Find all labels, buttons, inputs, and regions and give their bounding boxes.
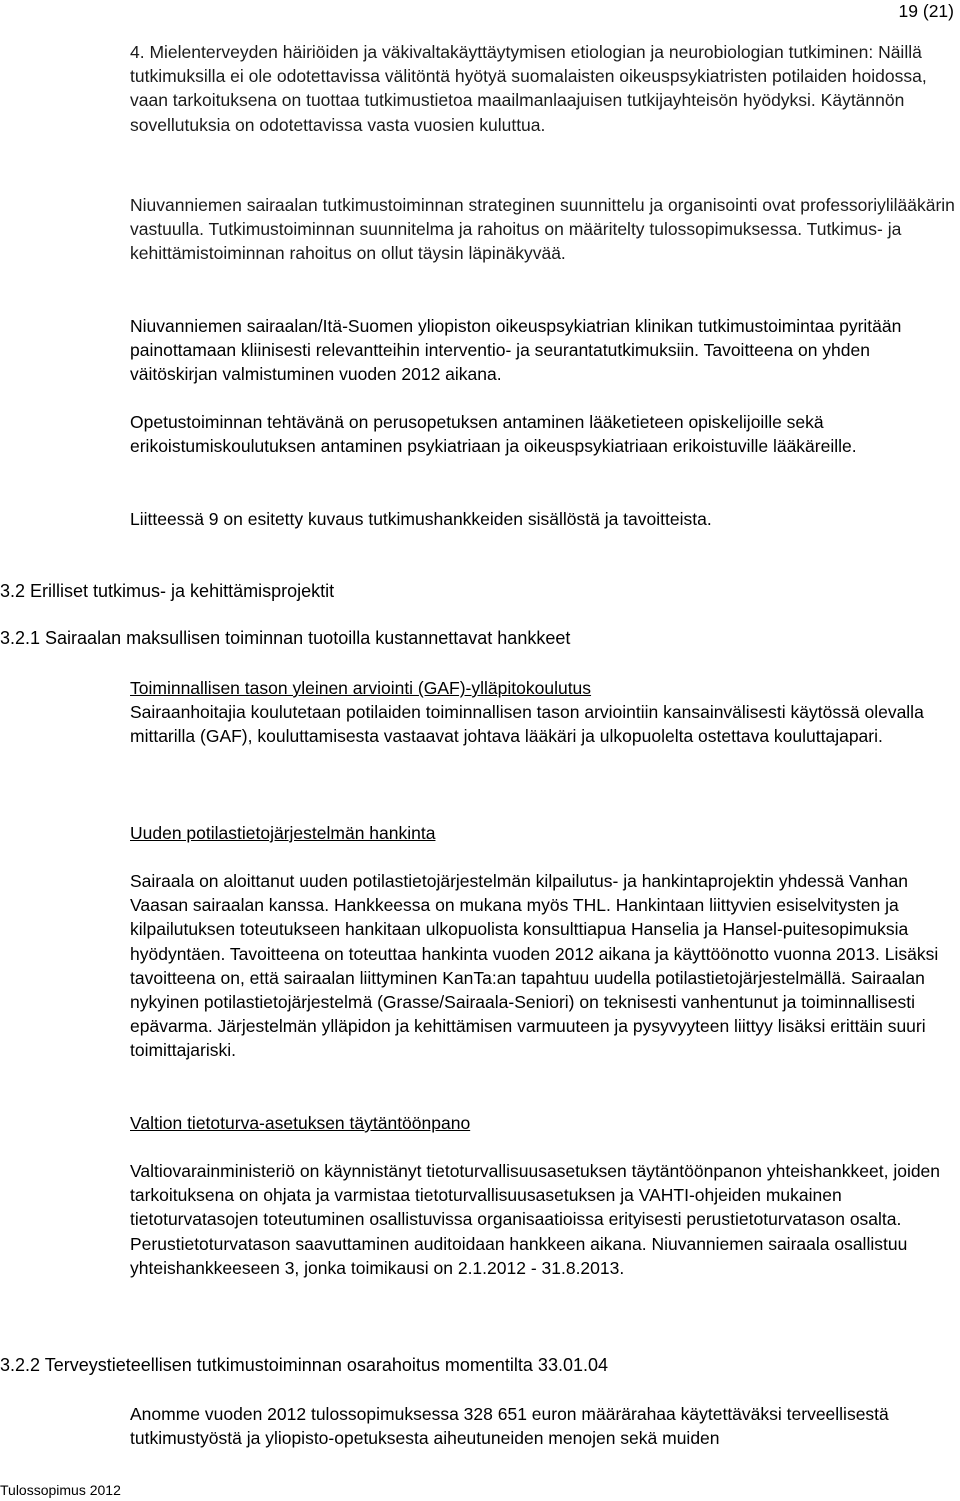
section-heading-3-2: 3.2 Erilliset tutkimus- ja kehittämisprojektit	[0, 581, 335, 601]
project-text-patient-system: Sairaala on aloittanut uuden potilastietojärjestelmän kilpailutus- ja hankintaprojektin yhdessä Vanhan Vaasan sairaalan kanssa. Hankkeessa on mukana myös THL. Hankintaan liittyvien esiselvitysten ja kilpailutuksen toteutukseen hankitaan ulkopuolista konsulttiapua Hanselia ja Hansel-puitesopimuksia hyödyntäen. Tavoitteena on toteuttaa hankinta vuoden 2012 aikana ja käyttöönotto vuonna 2013. Lisäksi tavoitteena on, että sairaalan liittyminen KanTa:an tapahtuu uudella potilastietojärjestelmällä. Sairaalan nykyinen potilastietojärjestelmä (Grasse/Sairaala-Seniori) on teknisesti vanhentunut ja toiminnallisesti epävarma. Järjestelmän ylläpidon ja kehittämisen varmuuteen ja pysyvyyteen liittyy lisäksi erittäin suuri toimittajariski.	[130, 871, 939, 1061]
project-title-patient-system: Uuden potilastietojärjestelmän hankinta	[130, 823, 436, 843]
paragraph-clinical-research: Niuvanniemen sairaalan/Itä-Suomen yliopiston oikeuspsykiatrian klinikan tutkimustoimintaa pyritään painottamaan kliinisesti relevantteihin interventio- ja seurantatutkimuksiin. Tavoitteena on yhden väitöskirjan valmistuminen vuoden 2012 aikana.	[130, 316, 902, 385]
project-title-security: Valtion tietoturva-asetuksen täytäntöönpano	[130, 1113, 471, 1133]
project-title-gaf: Toiminnallisen tason yleinen arviointi (GAF)-ylläpitokoulutus	[130, 678, 592, 698]
page-footer: Tulossopimus 2012	[0, 1482, 121, 1498]
paragraph-funding: Anomme vuoden 2012 tulossopimuksessa 328 651 euron määrärahaa käytettäväksi terveellisestä tutkimustyöstä ja yliopisto-opetuksesta aiheutuneiden menojen sekä muiden	[130, 1404, 889, 1449]
section-heading-3-2-1: 3.2.1 Sairaalan maksullisen toiminnan tuotoilla kustannettavat hankkeet	[0, 628, 571, 648]
paragraph-research-planning: Niuvanniemen sairaalan tutkimustoiminnan strateginen suunnittelu ja organisointi ovat professoriylilääkärin vastuulla. Tutkimustoiminnan suunnitelma ja rahoitus on määritelty tulossopimuksessa. Tutkimus- ja kehittämistoiminnan rahoitus on ollut täysin läpinäkyvää.	[130, 195, 955, 264]
page-number: 19 (21)	[898, 1, 954, 21]
paragraph-teaching: Opetustoiminnan tehtävänä on perusopetuksen antaminen lääketieteen opiskelijoille sekä erikoistumiskoulutuksen antaminen psykiatriaan ja oikeuspsykiatriaan erikoistuville lääkäreille.	[130, 412, 857, 457]
paragraph-appendix-note: Liitteessä 9 on esitetty kuvaus tutkimushankkeiden sisällöstä ja tavoitteista.	[130, 509, 712, 529]
paragraph-etiology-research: 4. Mielenterveyden häiriöiden ja väkivaltakäyttäytymisen etiologian ja neurobiologian tutkiminen: Näillä tutkimuksilla ei ole odotettavissa välitöntä hyötyä suomalaisten oikeuspsykiatristen potilaiden hoidossa, vaan tarkoituksena on tuottaa tutkimustietoa maailmanlaajuisen tutkijayhteisön hyödyksi. Käytännön sovellutuksia on odotettavissa vasta vuosien kuluttua.	[130, 42, 927, 135]
project-text-security: Valtiovarainministeriö on käynnistänyt tietoturvallisuusasetuksen täytäntöönpanon yhteishankkeet, joiden tarkoituksena on ohjata ja varmistaa tietoturvallisuusasetuksen ja VAHTI-ohjeiden mukainen tietoturvatasojen toteutuminen osallistuvissa organisaatioissa erityisesti perustietoturvatason osalta. Perustietoturvatason saavuttaminen auditoidaan hankkeen aikana. Niuvanniemen sairaala osallistuu yhteishankkeeseen 3, jonka toimikausi on 2.1.2012 - 31.8.2013.	[130, 1161, 941, 1278]
section-heading-3-2-2: 3.2.2 Terveystieteellisen tutkimustoiminnan osarahoitus momentilta 33.01.04	[0, 1355, 609, 1375]
project-text-gaf: Sairaanhoitajia koulutetaan potilaiden toiminnallisen tason arviointiin kansainvälisesti käytössä olevalla mittarilla (GAF), kouluttamisesta vastaavat johtava lääkäri ja ulkopuolelta ostettava kouluttajapari.	[130, 702, 924, 747]
